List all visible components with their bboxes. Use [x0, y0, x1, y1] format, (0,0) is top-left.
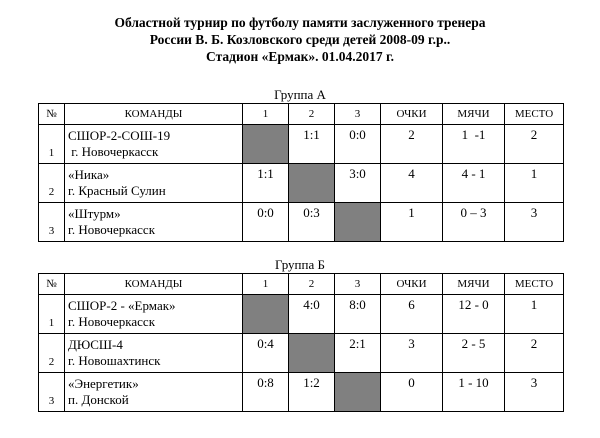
col-header-place: МЕСТО	[505, 104, 564, 125]
score-cell: 4:0	[289, 295, 335, 334]
group-b-title: Группа Б	[275, 257, 325, 272]
col-header-teams: КОМАНДЫ	[65, 274, 243, 295]
goals-cell: 4 - 1	[443, 164, 505, 203]
col-header-place: МЕСТО	[505, 274, 564, 295]
points-cell: 2	[381, 125, 443, 164]
col-header-goals: МЯЧИ	[443, 274, 505, 295]
team-city: г. Новошахтинск	[68, 353, 161, 368]
points-cell: 3	[381, 334, 443, 373]
place-cell: 2	[505, 125, 564, 164]
place-cell: 3	[505, 373, 564, 412]
score-cell: 1:1	[289, 125, 335, 164]
col-header-1: 1	[243, 274, 289, 295]
header-line-3: Стадион «Ермак». 01.04.2017 г.	[206, 49, 394, 64]
self-match-cell	[289, 334, 335, 373]
self-match-cell	[335, 203, 381, 242]
col-header-points: ОЧКИ	[381, 274, 443, 295]
table-row	[39, 373, 564, 412]
col-header-3: 3	[335, 104, 381, 125]
team-city: г. Новочеркасск	[68, 314, 156, 329]
team-cell	[65, 125, 243, 164]
col-header-num: №	[39, 274, 65, 295]
team-cell	[65, 373, 243, 412]
header-line-2: России В. Б. Козловского среди детей 2008-09 г.р..	[149, 32, 451, 47]
col-header-goals: МЯЧИ	[443, 104, 505, 125]
points-cell: 4	[381, 164, 443, 203]
team-city: г. Новочеркасск	[68, 144, 159, 159]
col-header-2: 2	[289, 104, 335, 125]
table-header-row	[39, 104, 564, 125]
col-header-2: 2	[289, 274, 335, 295]
place-cell: 2	[505, 334, 564, 373]
place-cell: 3	[505, 203, 564, 242]
self-match-cell	[335, 373, 381, 412]
team-name: «Штурм»	[68, 206, 121, 221]
row-num: 2	[39, 334, 65, 373]
group-b-table	[38, 273, 564, 412]
row-num: 3	[39, 203, 65, 242]
document-header	[0, 14, 600, 65]
table-row	[39, 203, 564, 242]
col-header-num: №	[39, 104, 65, 125]
goals-cell: 1 - 10	[443, 373, 505, 412]
score-cell: 0:0	[243, 203, 289, 242]
row-num: 1	[39, 125, 65, 164]
table-row	[39, 334, 564, 373]
score-cell: 1:2	[289, 373, 335, 412]
goals-cell: 0 – 3	[443, 203, 505, 242]
team-cell	[65, 164, 243, 203]
points-cell: 1	[381, 203, 443, 242]
points-cell: 6	[381, 295, 443, 334]
goals-cell: 12 - 0	[443, 295, 505, 334]
place-cell: 1	[505, 164, 564, 203]
team-cell	[65, 334, 243, 373]
table-header-row	[39, 274, 564, 295]
score-cell: 1:1	[243, 164, 289, 203]
self-match-cell	[243, 295, 289, 334]
score-cell: 2:1	[335, 334, 381, 373]
self-match-cell	[289, 164, 335, 203]
table-row	[39, 125, 564, 164]
team-city: г. Красный Сулин	[68, 183, 166, 198]
team-city: г. Новочеркасск	[68, 222, 156, 237]
team-name: СШОР-2-СОШ-19	[68, 128, 171, 143]
place-cell: 1	[505, 295, 564, 334]
group-a-table	[38, 103, 564, 242]
row-num: 3	[39, 373, 65, 412]
score-cell: 0:4	[243, 334, 289, 373]
row-num: 1	[39, 295, 65, 334]
col-header-teams: КОМАНДЫ	[65, 104, 243, 125]
team-cell	[65, 295, 243, 334]
score-cell: 0:8	[243, 373, 289, 412]
table-row	[39, 295, 564, 334]
table-row	[39, 164, 564, 203]
score-cell: 8:0	[335, 295, 381, 334]
goals-cell: 2 - 5	[443, 334, 505, 373]
team-name: «Энергетик»	[68, 376, 139, 391]
col-header-points: ОЧКИ	[381, 104, 443, 125]
team-name: СШОР-2 - «Ермак»	[68, 298, 176, 313]
col-header-3: 3	[335, 274, 381, 295]
row-num: 2	[39, 164, 65, 203]
team-name: ДЮСШ-4	[68, 337, 123, 352]
points-cell: 0	[381, 373, 443, 412]
self-match-cell	[243, 125, 289, 164]
col-header-1: 1	[243, 104, 289, 125]
score-cell: 0:0	[335, 125, 381, 164]
group-a-title: Группа А	[274, 87, 326, 102]
goals-cell: 1 -1	[443, 125, 505, 164]
team-name: «Ника»	[68, 167, 110, 182]
score-cell: 0:3	[289, 203, 335, 242]
team-city: п. Донской	[68, 392, 129, 407]
header-line-1: Областной турнир по футболу памяти заслуженного тренера	[114, 15, 486, 30]
score-cell: 3:0	[335, 164, 381, 203]
team-cell	[65, 203, 243, 242]
